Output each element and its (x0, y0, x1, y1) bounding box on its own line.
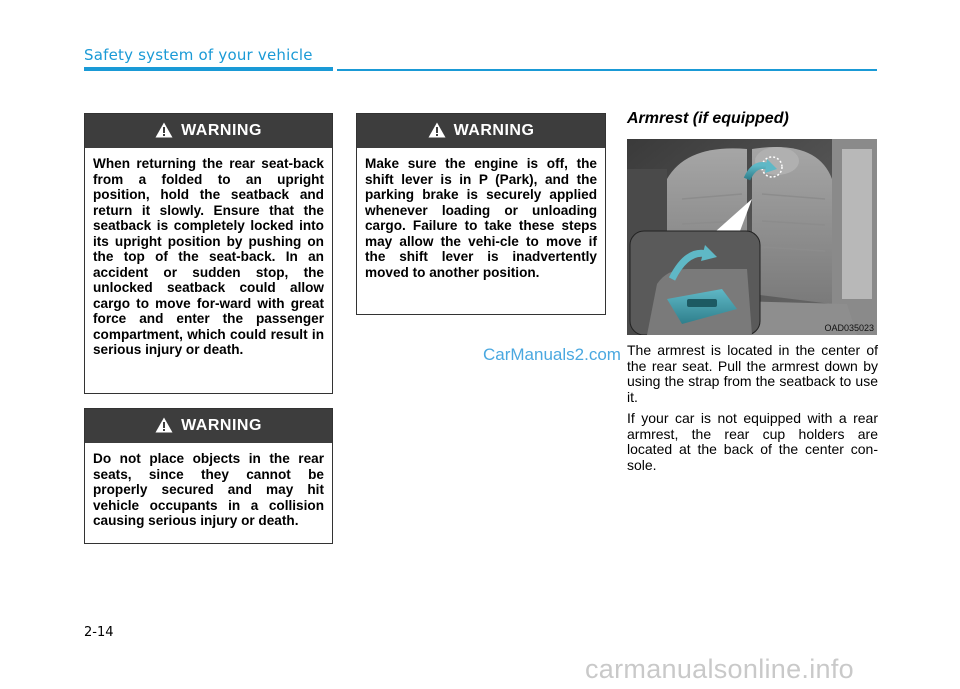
warning-text: Make sure the engine is off, the shift lever is in P (Park), and the parking brake is securely applied whenever loading or unloading cargo. Failure to take these steps may allow the vehi-cle to move if the shift lever is inadvertently moved to another position. (365, 156, 597, 280)
warning-triangle-icon (155, 122, 173, 138)
warning-header (85, 409, 332, 443)
warning-title: WARNING (453, 122, 535, 139)
page-number: 2-14 (84, 625, 114, 640)
rear-seat-illustration (627, 139, 877, 335)
warning-triangle-icon (428, 122, 446, 138)
warning-title: WARNING (181, 417, 262, 434)
watermark: CarManuals2.com (483, 345, 621, 364)
armrest-paragraph-2: If your car is not equipped with a rear armrest, the rear cup holders are located at the back of the center con-sole. (627, 410, 878, 473)
armrest-paragraph-1: The armrest is located in the center of the rear seat. Pull the armrest down by using the strap from the seatback to use it. (627, 342, 878, 405)
warning-box-seatback (84, 113, 333, 394)
image-code: OAD035023 (824, 323, 874, 333)
warning-header (85, 114, 332, 148)
section-title: Safety system of your vehicle (84, 46, 313, 64)
warning-header (357, 114, 605, 148)
armrest-heading: Armrest (if equipped) (627, 110, 789, 127)
header-rule-thin (337, 69, 877, 71)
armrest-photo (627, 139, 877, 335)
footer-watermark: carmanualsonline.info (585, 654, 854, 684)
warning-text: Do not place objects in the rear seats, since they cannot be properly secured and may hit vehicle occupants in a collision causing serious injury or death. (93, 451, 324, 528)
warning-box-cargo-loading (356, 113, 606, 315)
warning-text: When returning the rear seat-back from a folded to an upright position, hold the seatback and return it slowly. Ensure that the seatback is completely locked into its upright position by pushing on the top of the seat-back. In an accident or sudden stop, the unlocked seatback could allow cargo to move for-ward with great force and enter the passenger compartment, which could result in serious injury or death. (93, 156, 324, 357)
warning-triangle-icon (155, 417, 173, 433)
warning-box-rear-seat-objects (84, 408, 333, 544)
warning-title: WARNING (181, 122, 262, 139)
header-rule-thick (84, 67, 333, 71)
